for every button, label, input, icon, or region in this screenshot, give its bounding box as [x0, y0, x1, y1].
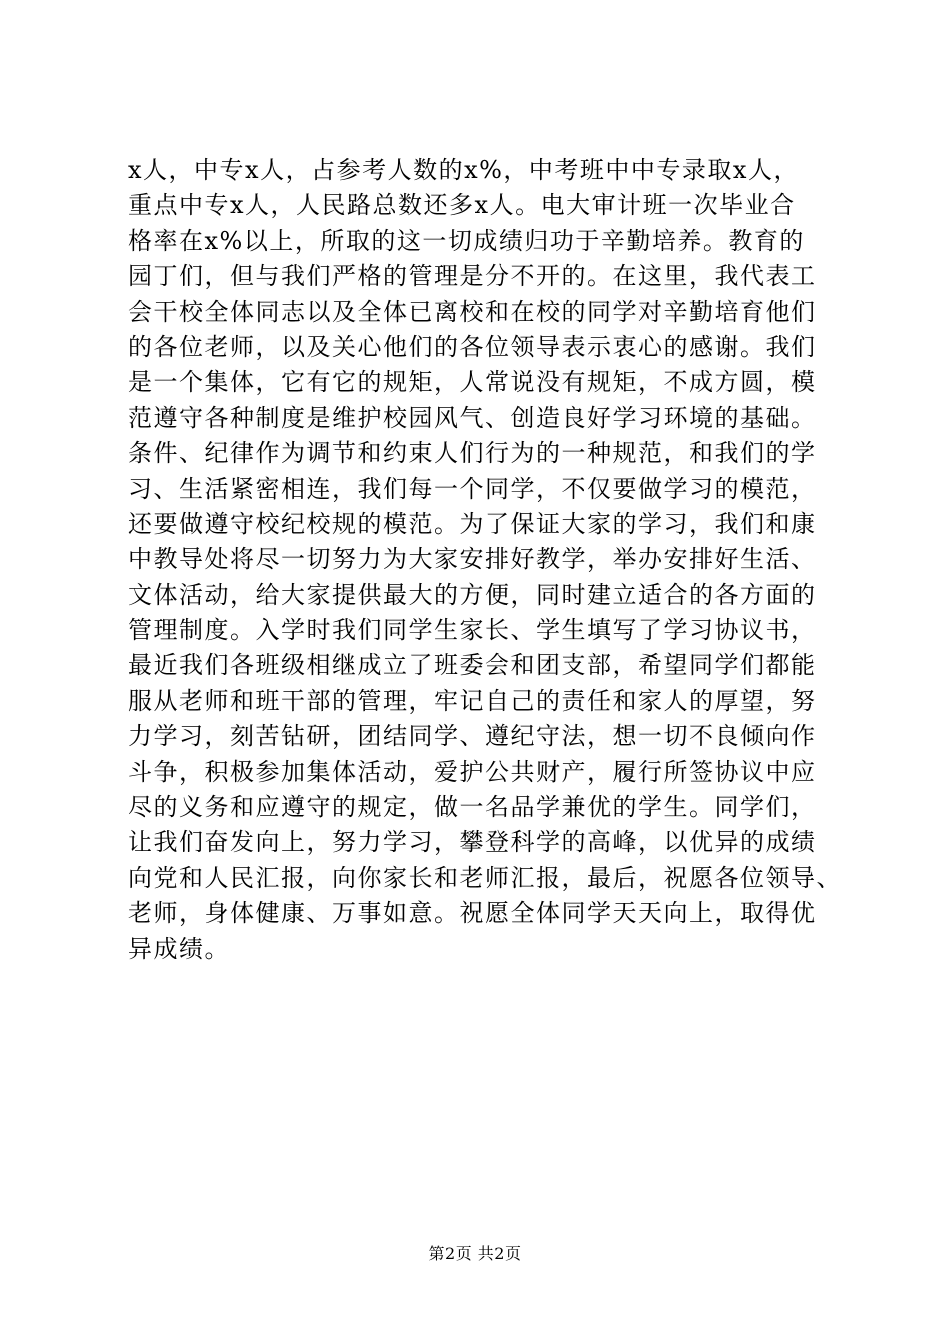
- text-line: 向党和人民汇报，向你家长和老师汇报，最后，祝愿各位领导、: [128, 863, 842, 892]
- text-line: 中教导处将尽一切努力为大家安排好教学，举办安排好生活、: [128, 545, 817, 574]
- text-line: x人，中专x人，占参考人数的x%，中考班中中专录取x人，: [128, 156, 799, 184]
- text-line: 范遵守各种制度是维护校园风气、创造良好学习环境的基础。: [128, 403, 817, 432]
- text-line: 会干校全体同志以及全体已离校和在校的同学对辛勤培育他们: [128, 297, 817, 326]
- page-number-label: 第2页 共2页: [428, 1244, 522, 1263]
- text-line: 文体活动，给大家提供最大的方便，同时建立适合的各方面的: [128, 580, 817, 609]
- text-line: 的各位老师，以及关心他们的各位领导表示衷心的感谢。我们: [128, 332, 817, 361]
- text-line: 管理制度。入学时我们同学生家长、学生填写了学习协议书，: [128, 616, 817, 645]
- text-line: 重点中专x人，人民路总数还多x人。电大审计班一次毕业合: [128, 191, 796, 220]
- text-line: 服从老师和班干部的管理，牢记自己的责任和家人的厚望，努: [128, 686, 817, 715]
- text-line: 习、生活紧密相连，我们每一个同学，不仅要做学习的模范，: [128, 474, 817, 503]
- text-line: 老师，身体健康、万事如意。祝愿全体同学天天向上，取得优: [128, 899, 817, 928]
- text-line: 力学习，刻苦钻研，团结同学、遵纪守法，想一切不良倾向作: [128, 722, 817, 751]
- text-line: 异成绩。: [128, 934, 230, 963]
- text-line: 条件、纪律作为调节和约束人们行为的一种规范，和我们的学: [128, 439, 817, 468]
- text-line: 园丁们，但与我们严格的管理是分不开的。在这里，我代表工: [128, 262, 817, 291]
- text-line: 是一个集体，它有它的规矩，人常说没有规矩，不成方圆，模: [128, 368, 817, 397]
- body-paragraph: [128, 153, 842, 967]
- page-footer: [0, 1244, 950, 1264]
- text-line: 还要做遵守校纪校规的模范。为了保证大家的学习，我们和康: [128, 509, 817, 538]
- text-line: 斗争，积极参加集体活动，爱护公共财产，履行所签协议中应: [128, 757, 817, 786]
- text-line: 尽的义务和应遵守的规定，做一名品学兼优的学生。同学们，: [128, 793, 817, 822]
- text-line: 格率在x%以上，所取的这一切成绩归功于辛勤培养。教育的: [128, 226, 805, 255]
- text-line: 让我们奋发向上，努力学习，攀登科学的高峰，以优异的成绩: [128, 828, 817, 857]
- text-line: 最近我们各班级相继成立了班委会和团支部，希望同学们都能: [128, 651, 817, 680]
